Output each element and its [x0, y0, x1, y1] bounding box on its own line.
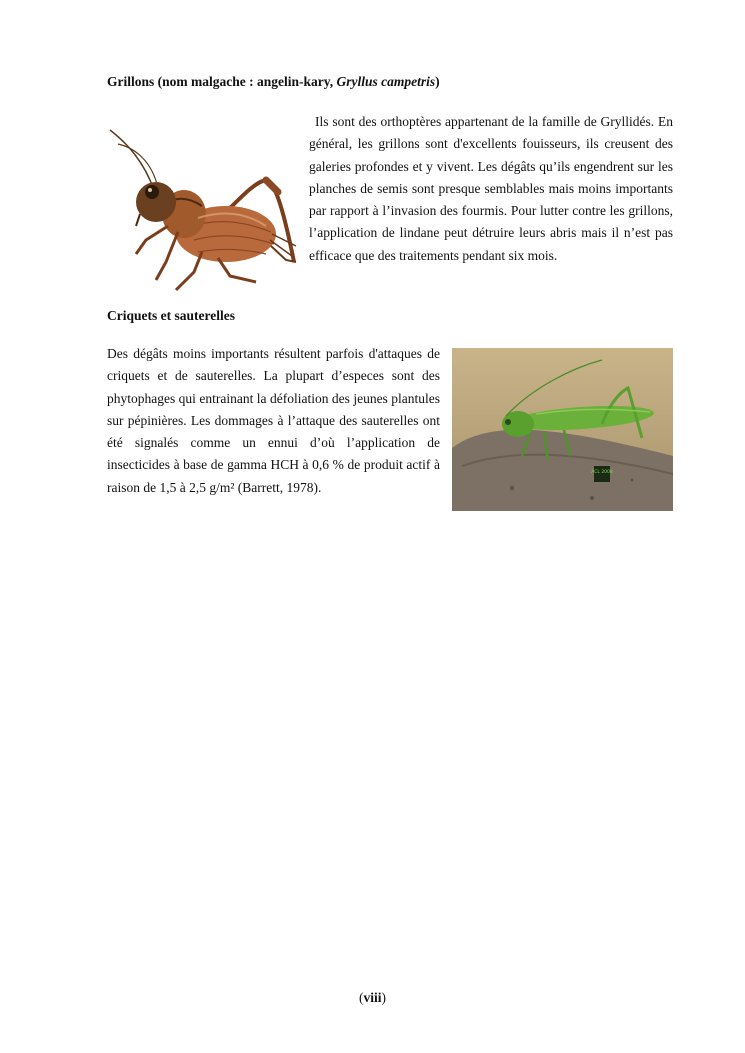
page-number — [0, 990, 745, 1006]
grasshopper-photo — [452, 348, 673, 511]
cricket-illustration — [106, 122, 298, 294]
heading-prefix: Grillons (nom malgache : angelin-kary, — [107, 74, 337, 89]
page-number-open: ( — [358, 990, 364, 1005]
criquets-paragraph: Des dégâts moins importants résultent parfois d'attaques de criquets et de sauterelles. La plupart d’especes sont des phytophages qui entrainant la défoliation des jeunes plantules sur pépinières. Les dommages à l’attaque des sauterelles ont été signalés comme un ennui d’où l’application de insecticides à base de gamma HCH à 0,6 % de produit actif à raison de 1,5 à 2,5 g/m² (Barrett, 1978). — [107, 346, 440, 495]
grillons-paragraph: Ils sont des orthoptères appartenant de la famille de Gryllidés. En général, les grillons sont d'excellents fouisseurs, ils creusent des galeries profondes et y vivent. Les dégâts qu’ils engendrent sur les planches de semis sont presque semblables mais moins importants par rapport à l’invasion des fourmis. Pour lutter contre les grillons, l’application de lindane peut détruire leurs abris mais il n’est pas efficace que des traitements pendant six mois. — [309, 114, 673, 263]
page-number-value: viii — [363, 990, 382, 1005]
heading-suffix: ) — [435, 74, 440, 89]
section-heading-criquets: Criquets et sauterelles — [107, 308, 235, 323]
photo-watermark: ACL 2008 — [591, 470, 613, 475]
section-heading-grillons — [107, 74, 440, 90]
species-name: Gryllus campetris — [336, 74, 436, 89]
page-number-close: ) — [381, 990, 386, 1005]
